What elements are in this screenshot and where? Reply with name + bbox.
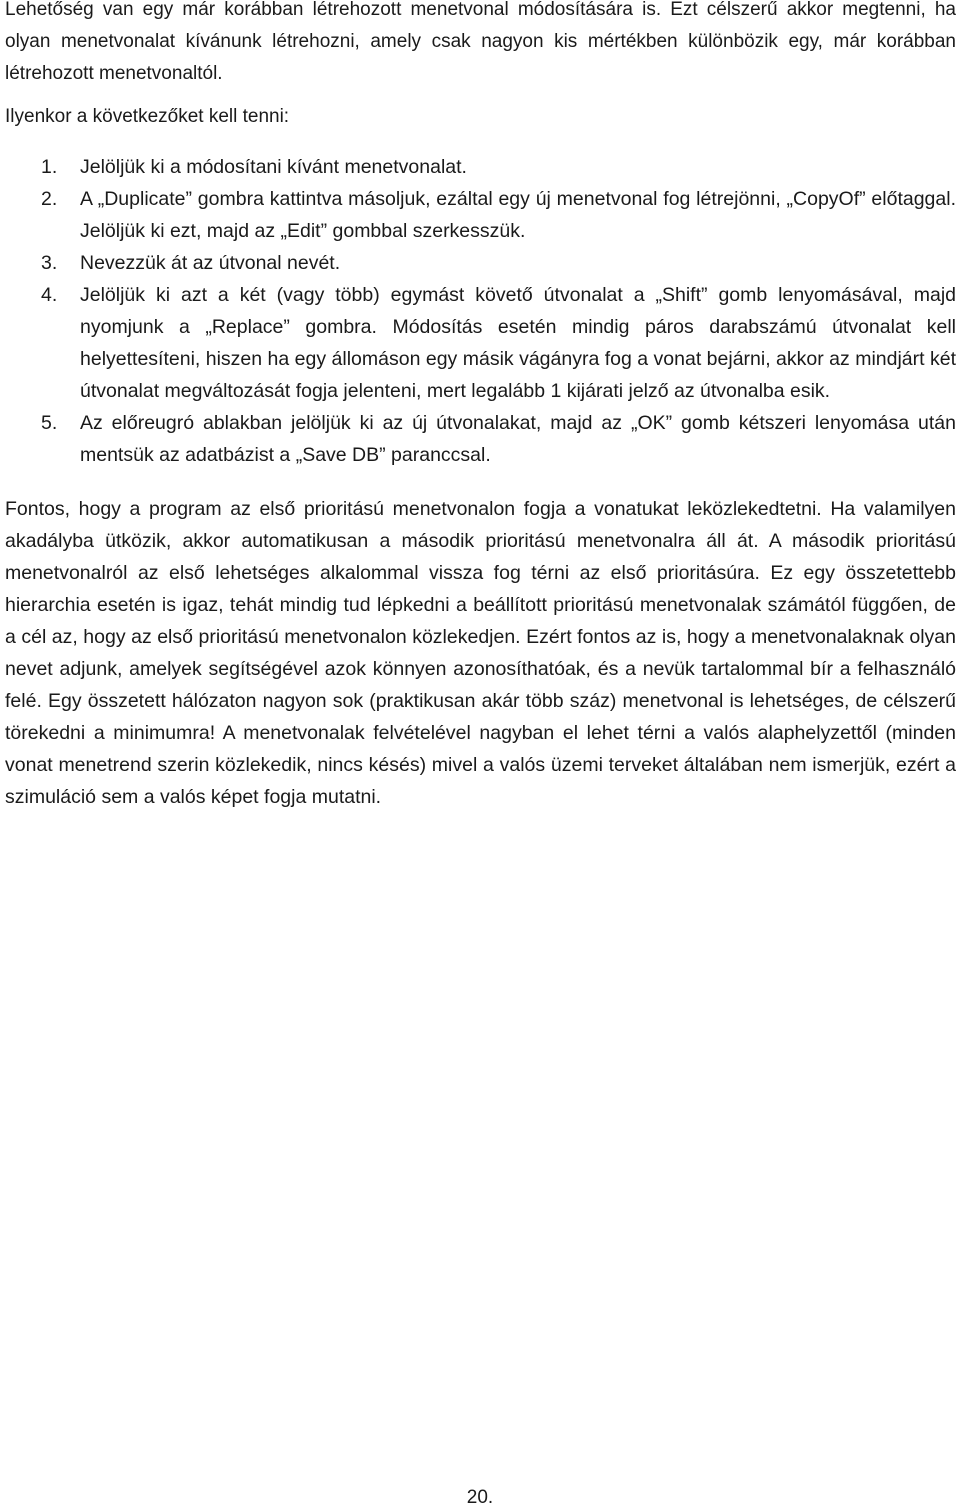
- steps-list: [5, 151, 956, 471]
- list-item-number: 4.: [41, 284, 58, 306]
- list-item: [5, 183, 956, 247]
- main-paragraph: Fontos, hogy a program az első prioritású menetvonalon fogja a vonatukat leközlekedtetni. Ha valamilyen akadályba ütközik, akkor automatikusan a második prioritású menetvonalra áll át. A második prioritású menetvonalról az első lehetséges alkalommal vissza fog térni az első prioritásúra. Ez egy összetettebb hierarchia esetén is igaz, tehát mindig tud lépkedni a beállított prioritású menetvonalak számától függően, de a cél az, hogy az első prioritású menetvonalon közlekedjen. Ezért fontos az is, hogy a menetvonalaknak olyan nevet adjunk, amelyek segítségével azok könnyen azonosíthatóak, és a nevük tartalommal bír a felhasználó felé. Egy összetett hálózaton nagyon sok (praktikusan akár több száz) menetvonal is lehetséges, de célszerű törekedni a minimumra! A menetvonalak felvételével nagyban el lehet térni a valós alaphelyzettől (minden vonat menetrend szerin közlekedik, nincs késés) mivel a valós üzemi terveket általában nem ismerjük, ezért a szimuláció sem a valós képet fogja mutatni.: [5, 498, 956, 808]
- list-item-text: Az előreugró ablakban jelöljük ki az új útvonalakat, majd az „OK” gomb kétszeri lenyomása után mentsük az adatbázist a „Save DB” paranccsal.: [80, 412, 956, 466]
- list-item: [5, 279, 956, 407]
- list-item-text: Jelöljük ki azt a két (vagy több) egymást követő útvonalat a „Shift” gomb lenyomásával, majd nyomjunk a „Replace” gombra. Módosítás esetén mindig páros darabszámú útvonalat kell helyettesíteni, hiszen ha egy állomáson egy másik vágányra fog a vonat bejárni, akkor az mindjárt két útvonalat megváltozását fogja jelenteni, mert legalább 1 kijárati jelző az útvonalba esik.: [80, 284, 956, 402]
- list-item: [5, 407, 956, 471]
- list-item: [5, 151, 956, 183]
- list-item-text: A „Duplicate” gombra kattintva másoljuk, ezáltal egy új menetvonal fog létrejönni, „CopyOf” előtaggal. Jelöljük ki ezt, majd az „Edit” gombbal szerkesszük.: [80, 188, 956, 242]
- list-item-number: 1.: [41, 156, 58, 178]
- list-item-number: 3.: [41, 252, 58, 274]
- document-page: [5, 0, 956, 813]
- steps-intro-paragraph: Ilyenkor a következőket kell tenni:: [5, 106, 290, 127]
- page-number: 20.: [466, 1487, 494, 1508]
- list-item-number: 2.: [41, 188, 58, 210]
- list-item-number: 5.: [41, 412, 58, 434]
- list-item-text: Nevezzük át az útvonal nevét.: [80, 252, 341, 274]
- list-item: [5, 247, 956, 279]
- intro-paragraph: Lehetőség van egy már korábban létrehozott menetvonal módosítására is. Ezt célszerű akkor megtenni, ha olyan menetvonalat kívánunk létrehozni, amely csak nagyon kis mértékben különbözik egy, már korábban létrehozott menetvonaltól.: [5, 0, 956, 84]
- list-item-text: Jelöljük ki a módosítani kívánt menetvonalat.: [80, 156, 467, 178]
